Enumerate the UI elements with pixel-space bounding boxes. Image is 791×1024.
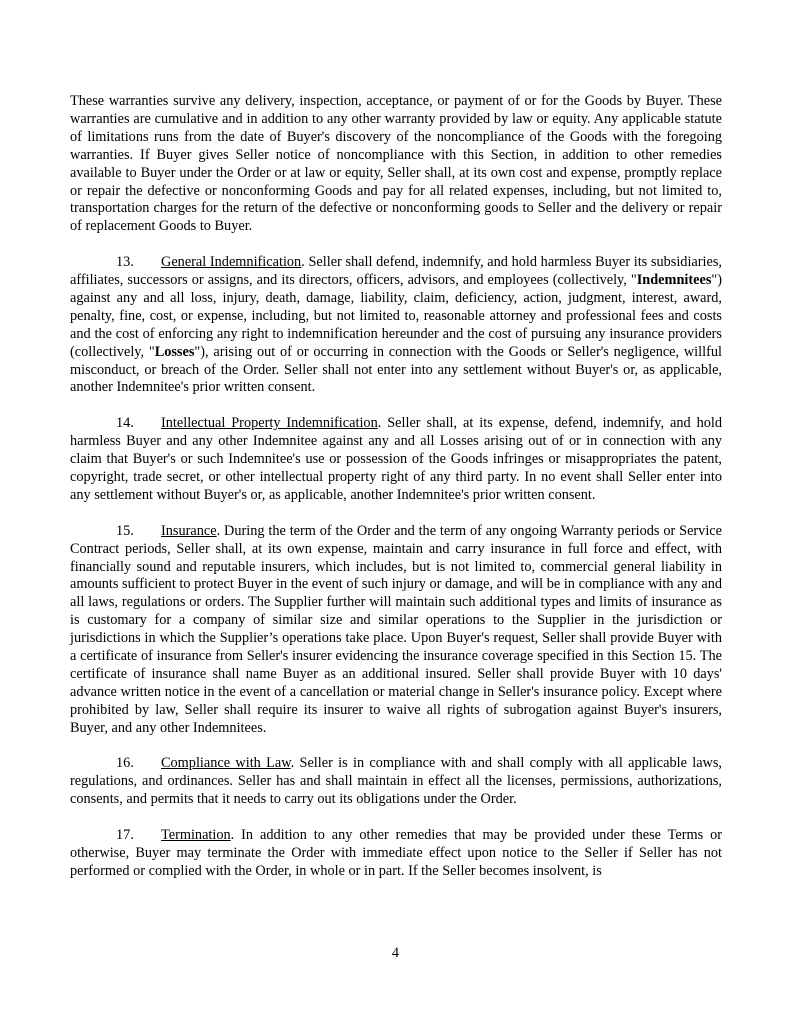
section-heading: Insurance xyxy=(161,522,217,539)
paragraph-body: ") against any and all loss, injury, death, damage, liability, claim, deficiency, action, judgment, interest, award, penalty, fine, cost, or expense, including, but not limited to, reasonable attorney and professional fees and costs and the cost of enforcing any right to indemnification hereunder and the cost of pursuing any insurance providers (collectively, " xyxy=(70,272,722,360)
section-heading: Compliance with Law xyxy=(161,755,291,772)
section-13-general-indemnification xyxy=(70,254,722,397)
section-heading: Termination xyxy=(161,827,231,844)
paragraph-warranties-continued xyxy=(70,93,722,236)
document-page xyxy=(70,93,722,899)
section-heading: Intellectual Property Indemnification xyxy=(161,415,378,432)
paragraph-body: "), arising out of or occurring in connection with the Goods or Seller's negligence, willful misconduct, or breach of the Order. Seller shall not enter into any settlement without Buyer's or, as applicable, another Indemnitee's prior written consent. xyxy=(70,343,722,396)
paragraph-body: . In addition to any other remedies that may be provided under these Terms or otherwise, Buyer may terminate the Order with immediate effect upon notice to the Seller if Seller has not performed or complied with the Order, in whole or in part. If the Seller becomes insolvent, is xyxy=(70,827,722,879)
defined-term: Losses xyxy=(154,343,195,360)
section-number: 14. xyxy=(116,415,134,432)
section-number: 13. xyxy=(116,254,134,271)
paragraph-body: These warranties survive any delivery, inspection, acceptance, or payment of or for the Goods by Buyer. These warranties are cumulative and in addition to any other warranty provided by law or equity. Any applicable statute of limitations runs from the date of Buyer's discovery of the noncompliance of the Goods with the foregoing warranties. If Buyer gives Seller notice of noncompliance with this Section, in addition to other remedies available to Buyer under the Order or at law or equity, Seller shall, at its own cost and expense, promptly replace or repair the defective or nonconforming Goods and pay for all related expenses, including, but not limited to, transportation charges for the return of the defective or nonconforming goods to Seller and the delivery or repair of replacement Goods to Buyer. xyxy=(70,93,722,235)
paragraph-body: . Seller shall defend, indemnify, and hold harmless Buyer its subsidiaries, affiliates, successors or assigns, and its directors, officers, advisors, and employees (collectively, " xyxy=(70,254,722,289)
section-14-ip-indemnification xyxy=(70,415,722,505)
section-17-termination xyxy=(70,827,722,881)
section-heading: General Indemnification xyxy=(161,254,302,271)
section-number: 16. xyxy=(116,755,134,772)
section-16-compliance-with-law xyxy=(70,755,722,809)
defined-term: Indemnitees xyxy=(636,272,712,289)
paragraph-body: . Seller is in compliance with and shall comply with all applicable laws, regulations, and ordinances. Seller has and shall maintain in effect all the licenses, permissions, authorizations, consents, and permits that it needs to carry out its obligations under the Order. xyxy=(70,755,723,808)
section-15-insurance xyxy=(70,523,722,738)
page-number: 4 xyxy=(391,945,400,961)
paragraph-body: . Seller shall, at its expense, defend, indemnify, and hold harmless Buyer and any other Indemnitee against any and all Losses arising out of or in connection with any claim that Buyer's or such Indemnitee's use or possession of the Goods infringes or misappropriates the patent, copyright, trade secret, or other intellectual property right of any third party. In no event shall Seller enter into any settlement without Buyer's or, as applicable, another Indemnitee's prior written consent. xyxy=(70,415,722,503)
paragraph-body: . During the term of the Order and the term of any ongoing Warranty periods or Service Contract periods, Seller shall, at its own expense, maintain and carry insurance in full force and effect, with financially sound and reputable insurers, which includes, but is not limited to, commercial general liability in amounts sufficient to protect Buyer in the event of such injury or damage, and will be in compliance with any and all laws, regulations or orders. The Supplier further will maintain such additional types and limits of insurance as is customary for a company of similar size and similar operations to the Supplier in the jurisdiction or jurisdictions in which the Supplier’s operations take place. Upon Buyer's request, Seller shall provide Buyer with a certificate of insurance from Seller's insurer evidencing the insurance coverage specified in this Section 15. The certificate of insurance shall name Buyer as an additional insured. Seller shall provide Buyer with 10 days' advance written notice in the event of a cancellation or material change in Seller's insurance policy. Except where prohibited by law, Seller shall require its insurer to waive all rights of subrogation against Buyer's insurers, Buyer, and any other Indemnitees. xyxy=(70,522,722,736)
section-number: 15. xyxy=(116,522,134,539)
section-number: 17. xyxy=(116,827,134,844)
